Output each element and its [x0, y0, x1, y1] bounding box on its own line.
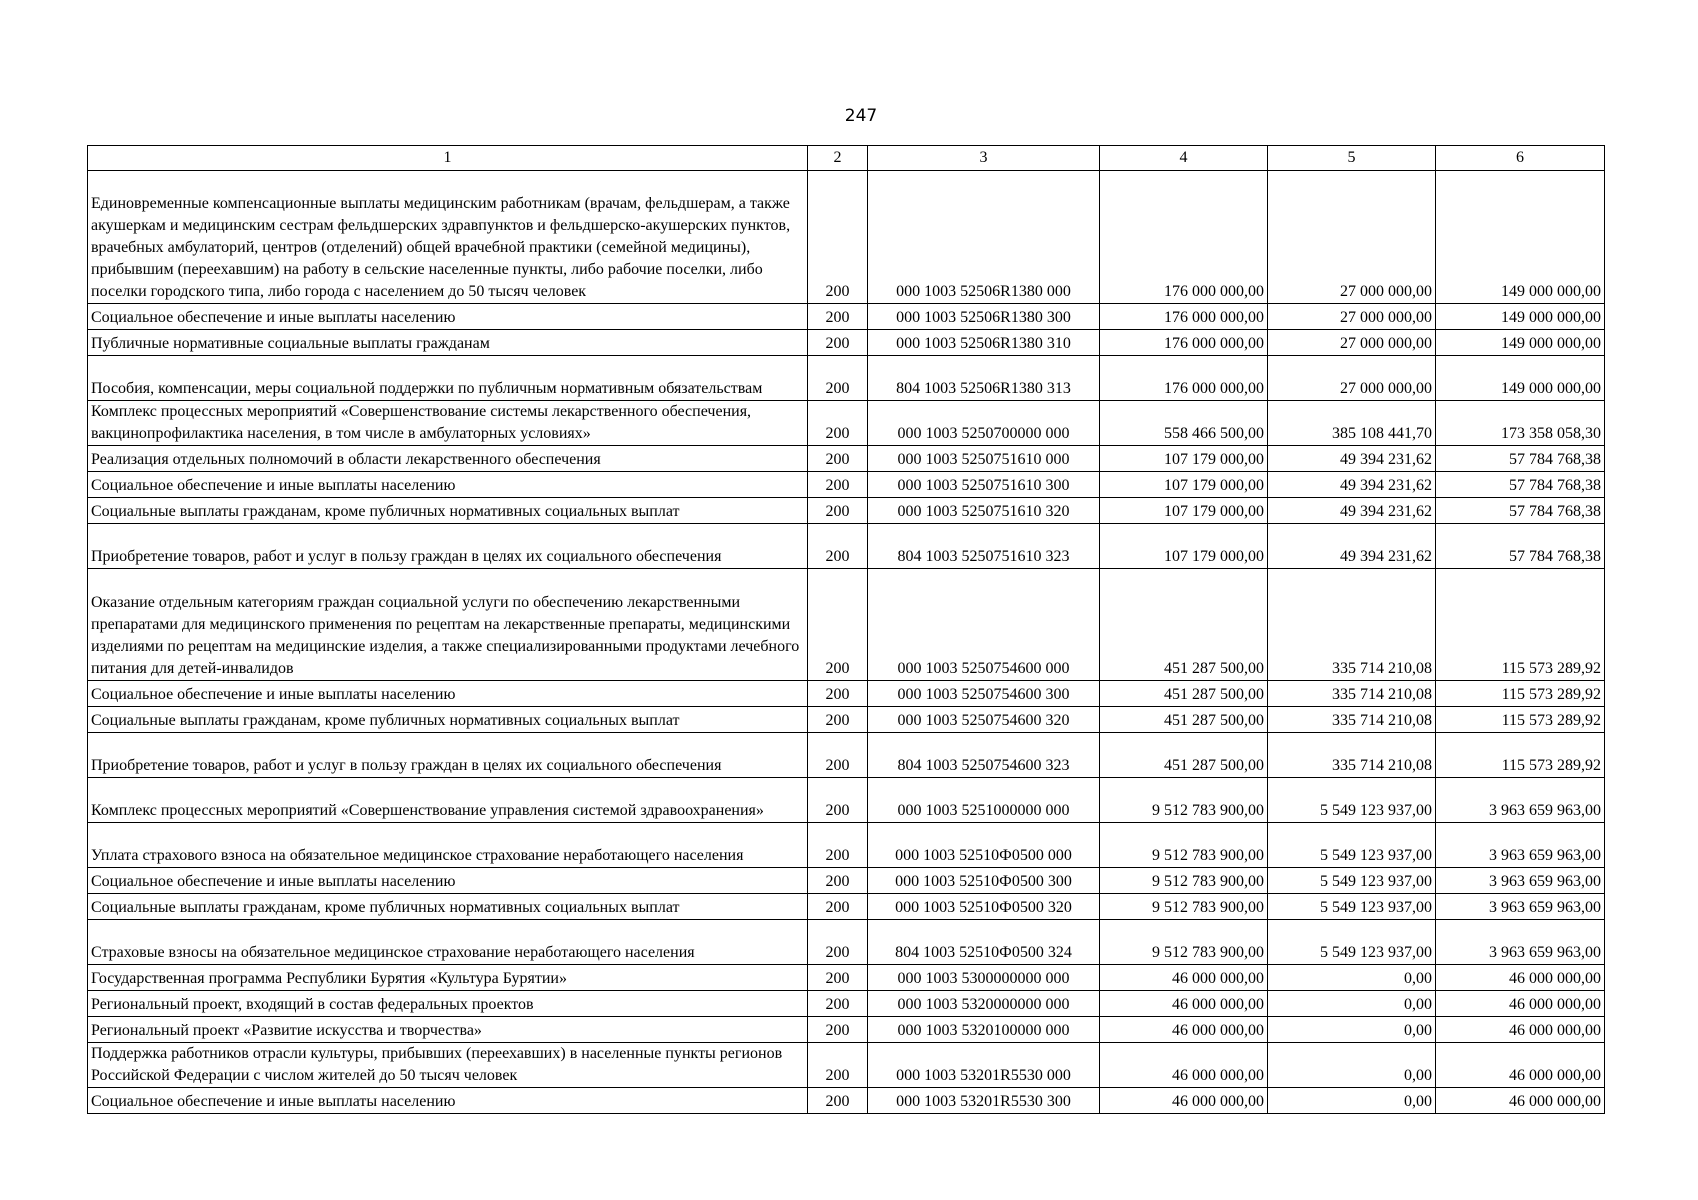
row-amount-col6-cell: 3 963 659 963,00 — [1436, 823, 1605, 868]
row-classification-cell: 000 1003 5250751610 000 — [868, 446, 1100, 472]
row-amount-col6-cell: 115 573 289,92 — [1436, 707, 1605, 733]
table-row — [88, 171, 1605, 304]
row-code-cell: 200 — [808, 304, 868, 330]
row-amount-col4-cell: 107 179 000,00 — [1100, 472, 1268, 498]
row-name-cell: Социальное обеспечение и иные выплаты населению — [88, 304, 808, 330]
row-amount-col6-cell: 3 963 659 963,00 — [1436, 894, 1605, 920]
row-amount-col4-cell: 107 179 000,00 — [1100, 498, 1268, 524]
table-row — [88, 681, 1605, 707]
row-classification-cell: 000 1003 5300000000 000 — [868, 965, 1100, 991]
row-amount-col6-cell: 3 963 659 963,00 — [1436, 778, 1605, 823]
row-code-cell: 200 — [808, 472, 868, 498]
row-name-cell: Социальные выплаты гражданам, кроме публичных нормативных социальных выплат — [88, 498, 808, 524]
table-header-row — [88, 146, 1605, 171]
row-amount-col6-cell: 3 963 659 963,00 — [1436, 868, 1605, 894]
row-amount-col4-cell: 451 287 500,00 — [1100, 569, 1268, 681]
row-name-cell: Социальное обеспечение и иные выплаты населению — [88, 868, 808, 894]
row-amount-col6-cell: 115 573 289,92 — [1436, 733, 1605, 778]
row-amount-col6-cell: 149 000 000,00 — [1436, 304, 1605, 330]
row-code-cell: 200 — [808, 707, 868, 733]
row-amount-col5-cell: 49 394 231,62 — [1268, 472, 1436, 498]
row-name-cell: Комплекс процессных мероприятий «Совершенствование управления системой здравоохранения» — [88, 778, 808, 823]
row-classification-cell: 000 1003 52506R1380 000 — [868, 171, 1100, 304]
row-amount-col4-cell: 9 512 783 900,00 — [1100, 868, 1268, 894]
table-body — [88, 171, 1605, 1114]
table-row — [88, 991, 1605, 1017]
header-col-1: 1 — [88, 146, 808, 171]
row-name-cell: Социальное обеспечение и иные выплаты населению — [88, 681, 808, 707]
table-row — [88, 330, 1605, 356]
row-amount-col4-cell: 176 000 000,00 — [1100, 171, 1268, 304]
table-row — [88, 1043, 1605, 1088]
row-classification-cell: 000 1003 5250754600 300 — [868, 681, 1100, 707]
row-amount-col6-cell: 57 784 768,38 — [1436, 446, 1605, 472]
table-row — [88, 524, 1605, 569]
row-code-cell: 200 — [808, 868, 868, 894]
row-amount-col4-cell: 107 179 000,00 — [1100, 524, 1268, 569]
row-name-cell: Пособия, компенсации, меры социальной поддержки по публичным нормативным обязательствам — [88, 356, 808, 401]
row-code-cell: 200 — [808, 1088, 868, 1114]
row-amount-col5-cell: 335 714 210,08 — [1268, 707, 1436, 733]
row-amount-col5-cell: 335 714 210,08 — [1268, 569, 1436, 681]
row-amount-col4-cell: 46 000 000,00 — [1100, 965, 1268, 991]
row-amount-col5-cell: 5 549 123 937,00 — [1268, 868, 1436, 894]
row-classification-cell: 000 1003 5250754600 320 — [868, 707, 1100, 733]
table-row — [88, 356, 1605, 401]
row-amount-col6-cell: 173 358 058,30 — [1436, 401, 1605, 446]
table-row — [88, 472, 1605, 498]
row-amount-col5-cell: 0,00 — [1268, 1088, 1436, 1114]
row-name-cell: Оказание отдельным категориям граждан социальной услуги по обеспечению лекарственными препаратами для медицинского применения по рецептам на лекарственные препараты, медицинскими изделиями по рецептам на медицинские изделия, а также специализированными продуктами лечебного питания для детей-инвалидов — [88, 569, 808, 681]
row-amount-col4-cell: 107 179 000,00 — [1100, 446, 1268, 472]
row-amount-col6-cell: 57 784 768,38 — [1436, 524, 1605, 569]
row-name-cell: Поддержка работников отрасли культуры, прибывших (переехавших) в населенные пункты регионов Российской Федерации с числом жителей до 50 тысяч человек — [88, 1043, 808, 1088]
header-col-5: 5 — [1268, 146, 1436, 171]
row-code-cell: 200 — [808, 778, 868, 823]
row-name-cell: Уплата страхового взноса на обязательное медицинское страхование неработающего населения — [88, 823, 808, 868]
row-amount-col6-cell: 46 000 000,00 — [1436, 1043, 1605, 1088]
table-row — [88, 707, 1605, 733]
row-code-cell: 200 — [808, 823, 868, 868]
row-amount-col4-cell: 176 000 000,00 — [1100, 330, 1268, 356]
row-classification-cell: 000 1003 52510Ф0500 320 — [868, 894, 1100, 920]
header-col-3: 3 — [868, 146, 1100, 171]
row-code-cell: 200 — [808, 965, 868, 991]
row-classification-cell: 804 1003 5250751610 323 — [868, 524, 1100, 569]
row-name-cell: Социальное обеспечение и иные выплаты населению — [88, 1088, 808, 1114]
row-classification-cell: 000 1003 5251000000 000 — [868, 778, 1100, 823]
row-code-cell: 200 — [808, 524, 868, 569]
row-amount-col5-cell: 5 549 123 937,00 — [1268, 823, 1436, 868]
page-number: 247 — [844, 106, 878, 126]
row-classification-cell: 804 1003 5250754600 323 — [868, 733, 1100, 778]
row-amount-col6-cell: 46 000 000,00 — [1436, 965, 1605, 991]
row-amount-col4-cell: 46 000 000,00 — [1100, 1088, 1268, 1114]
row-amount-col4-cell: 46 000 000,00 — [1100, 991, 1268, 1017]
row-name-cell: Региональный проект «Развитие искусства и творчества» — [88, 1017, 808, 1043]
row-name-cell: Страховые взносы на обязательное медицинское страхование неработающего населения — [88, 920, 808, 965]
table-row — [88, 304, 1605, 330]
row-amount-col4-cell: 451 287 500,00 — [1100, 733, 1268, 778]
row-amount-col6-cell: 57 784 768,38 — [1436, 472, 1605, 498]
row-name-cell: Комплекс процессных мероприятий «Совершенствование системы лекарственного обеспечения, вакцинопрофилактика населения, в том числе в амбулаторных условиях» — [88, 401, 808, 446]
row-code-cell: 200 — [808, 920, 868, 965]
row-amount-col5-cell: 27 000 000,00 — [1268, 171, 1436, 304]
row-code-cell: 200 — [808, 681, 868, 707]
row-amount-col6-cell: 46 000 000,00 — [1436, 1088, 1605, 1114]
header-col-2: 2 — [808, 146, 868, 171]
row-code-cell: 200 — [808, 733, 868, 778]
row-classification-cell: 000 1003 52510Ф0500 300 — [868, 868, 1100, 894]
row-amount-col4-cell: 451 287 500,00 — [1100, 681, 1268, 707]
row-code-cell: 200 — [808, 991, 868, 1017]
row-amount-col5-cell: 5 549 123 937,00 — [1268, 778, 1436, 823]
row-name-cell: Реализация отдельных полномочий в области лекарственного обеспечения — [88, 446, 808, 472]
row-classification-cell: 000 1003 5250751610 300 — [868, 472, 1100, 498]
row-amount-col5-cell: 49 394 231,62 — [1268, 524, 1436, 569]
row-amount-col6-cell: 149 000 000,00 — [1436, 171, 1605, 304]
table-row — [88, 446, 1605, 472]
table-row — [88, 778, 1605, 823]
row-code-cell: 200 — [808, 1043, 868, 1088]
row-amount-col5-cell: 0,00 — [1268, 991, 1436, 1017]
row-name-cell: Государственная программа Республики Бурятия «Культура Бурятии» — [88, 965, 808, 991]
table-row — [88, 733, 1605, 778]
row-amount-col6-cell: 115 573 289,92 — [1436, 569, 1605, 681]
row-classification-cell: 000 1003 5250754600 000 — [868, 569, 1100, 681]
row-amount-col5-cell: 385 108 441,70 — [1268, 401, 1436, 446]
row-amount-col6-cell: 46 000 000,00 — [1436, 991, 1605, 1017]
row-amount-col4-cell: 558 466 500,00 — [1100, 401, 1268, 446]
row-amount-col5-cell: 0,00 — [1268, 1043, 1436, 1088]
row-classification-cell: 000 1003 52510Ф0500 000 — [868, 823, 1100, 868]
row-amount-col5-cell: 335 714 210,08 — [1268, 733, 1436, 778]
row-name-cell: Приобретение товаров, работ и услуг в пользу граждан в целях их социального обеспечения — [88, 524, 808, 569]
table-row — [88, 823, 1605, 868]
row-amount-col4-cell: 9 512 783 900,00 — [1100, 778, 1268, 823]
row-code-cell: 200 — [808, 569, 868, 681]
row-name-cell: Социальные выплаты гражданам, кроме публичных нормативных социальных выплат — [88, 894, 808, 920]
table-row — [88, 498, 1605, 524]
row-amount-col5-cell: 0,00 — [1268, 965, 1436, 991]
row-amount-col5-cell: 49 394 231,62 — [1268, 446, 1436, 472]
row-name-cell: Социальное обеспечение и иные выплаты населению — [88, 472, 808, 498]
row-amount-col4-cell: 9 512 783 900,00 — [1100, 823, 1268, 868]
row-name-cell: Публичные нормативные социальные выплаты гражданам — [88, 330, 808, 356]
row-classification-cell: 000 1003 5250751610 320 — [868, 498, 1100, 524]
table-row — [88, 1017, 1605, 1043]
budget-table — [87, 145, 1605, 1114]
row-code-cell: 200 — [808, 446, 868, 472]
table-row — [88, 965, 1605, 991]
row-amount-col5-cell: 49 394 231,62 — [1268, 498, 1436, 524]
row-amount-col5-cell: 27 000 000,00 — [1268, 304, 1436, 330]
row-classification-cell: 000 1003 53201R5530 000 — [868, 1043, 1100, 1088]
row-code-cell: 200 — [808, 330, 868, 356]
row-code-cell: 200 — [808, 894, 868, 920]
row-amount-col6-cell: 3 963 659 963,00 — [1436, 920, 1605, 965]
row-classification-cell: 804 1003 52510Ф0500 324 — [868, 920, 1100, 965]
row-name-cell: Социальные выплаты гражданам, кроме публичных нормативных социальных выплат — [88, 707, 808, 733]
row-classification-cell: 000 1003 5250700000 000 — [868, 401, 1100, 446]
row-amount-col4-cell: 451 287 500,00 — [1100, 707, 1268, 733]
row-amount-col4-cell: 176 000 000,00 — [1100, 356, 1268, 401]
header-col-6: 6 — [1436, 146, 1605, 171]
row-name-cell: Региональный проект, входящий в состав федеральных проектов — [88, 991, 808, 1017]
table-row — [88, 569, 1605, 681]
table-row — [88, 894, 1605, 920]
row-amount-col5-cell: 5 549 123 937,00 — [1268, 920, 1436, 965]
row-name-cell: Единовременные компенсационные выплаты медицинским работникам (врачам, фельдшерам, а также акушеркам и медицинским сестрам фельдшерских здравпунктов и фельдшерско-акушерских пунктов, врачебных амбулаторий, центров (отделений) общей врачебной практики (семейной медицины), прибывшим (переехавшим) на работу в сельские населенные пункты, либо рабочие поселки, либо поселки городского типа, либо города с населением до 50 тысяч человек — [88, 171, 808, 304]
row-amount-col4-cell: 176 000 000,00 — [1100, 304, 1268, 330]
row-classification-cell: 000 1003 52506R1380 300 — [868, 304, 1100, 330]
row-classification-cell: 000 1003 5320100000 000 — [868, 1017, 1100, 1043]
table-row — [88, 1088, 1605, 1114]
row-code-cell: 200 — [808, 401, 868, 446]
row-classification-cell: 000 1003 5320000000 000 — [868, 991, 1100, 1017]
row-amount-col6-cell: 57 784 768,38 — [1436, 498, 1605, 524]
row-classification-cell: 000 1003 52506R1380 310 — [868, 330, 1100, 356]
row-name-cell: Приобретение товаров, работ и услуг в пользу граждан в целях их социального обеспечения — [88, 733, 808, 778]
row-amount-col6-cell: 149 000 000,00 — [1436, 356, 1605, 401]
row-amount-col5-cell: 335 714 210,08 — [1268, 681, 1436, 707]
row-amount-col4-cell: 46 000 000,00 — [1100, 1043, 1268, 1088]
row-amount-col4-cell: 9 512 783 900,00 — [1100, 920, 1268, 965]
row-amount-col5-cell: 27 000 000,00 — [1268, 330, 1436, 356]
table-row — [88, 868, 1605, 894]
row-classification-cell: 000 1003 53201R5530 300 — [868, 1088, 1100, 1114]
row-amount-col6-cell: 115 573 289,92 — [1436, 681, 1605, 707]
header-col-4: 4 — [1100, 146, 1268, 171]
row-code-cell: 200 — [808, 498, 868, 524]
row-code-cell: 200 — [808, 356, 868, 401]
row-amount-col5-cell: 0,00 — [1268, 1017, 1436, 1043]
table-row — [88, 401, 1605, 446]
row-code-cell: 200 — [808, 171, 868, 304]
row-amount-col6-cell: 149 000 000,00 — [1436, 330, 1605, 356]
row-amount-col5-cell: 27 000 000,00 — [1268, 356, 1436, 401]
table-row — [88, 920, 1605, 965]
row-classification-cell: 804 1003 52506R1380 313 — [868, 356, 1100, 401]
row-amount-col4-cell: 46 000 000,00 — [1100, 1017, 1268, 1043]
row-code-cell: 200 — [808, 1017, 868, 1043]
row-amount-col5-cell: 5 549 123 937,00 — [1268, 894, 1436, 920]
row-amount-col6-cell: 46 000 000,00 — [1436, 1017, 1605, 1043]
row-amount-col4-cell: 9 512 783 900,00 — [1100, 894, 1268, 920]
